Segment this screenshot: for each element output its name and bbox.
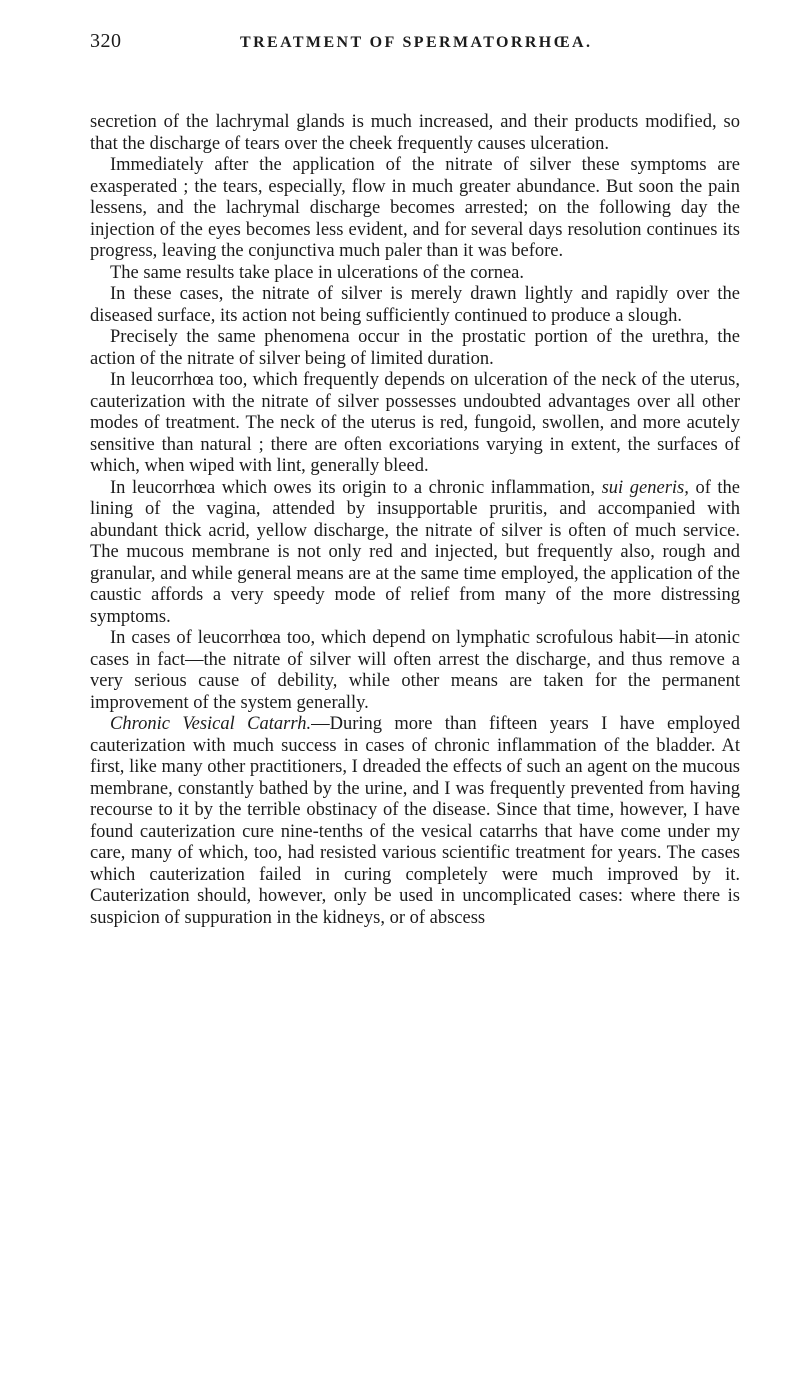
paragraph: In leucorrhœa too, which frequently depends on ulceration of the neck of the uterus, cauterization with the nitrate of silver possesses undoubted advantages over all other modes of treatment. The neck of the uterus is red, fungoid, swollen, and more acutely sensitive than natural ; there are often excoriations varying in extent, the surfaces of which, when wiped with lint, generally bleed. [90,370,740,476]
paragraph: Precisely the same phenomena occur in the prostatic portion of the urethra, the action of the nitrate of silver being of limited duration. [90,327,740,369]
book-page [90,30,740,929]
running-head [90,30,740,70]
paragraph: secretion of the lachrymal glands is much increased, and their products modified, so that the discharge of tears over the cheek frequently causes ulceration. [90,112,740,154]
section-heading: Chronic Vesical Catarrh. [110,714,312,734]
paragraph: The same results take place in ulcerations of the cornea. [110,262,525,283]
paragraph [90,478,740,629]
page-number: 320 [90,30,122,52]
paragraph-text: of the lining of the vagina, attended by insupportable pruritis, and accompanied with abundant thick acrid, yellow discharge, the nitrate of silver is often of much service. The mucous membrane is not only red and injected, but frequently also, rough and granular, and while general means are at the same time employed, the application of the caustic affords a very speedy mode of relief from many of the more distressing symptoms. [90,477,741,627]
body-text [90,112,740,929]
paragraph-text: In leucorrhœa which owes its origin to a chronic inflammation, [110,477,596,498]
latin-phrase: sui generis, [601,477,689,498]
page-header-title: TREATMENT OF SPERMATORRHŒA. [240,34,593,51]
paragraph: In these cases, the nitrate of silver is merely drawn lightly and rapidly over the diseased surface, its action not being sufficiently continued to produce a slough. [90,284,740,326]
paragraph: In cases of leucorrhœa too, which depend on lymphatic scrofulous habit—in atonic cases in fact—the nitrate of silver will often arrest the discharge, and thus remove a very serious cause of debility, while other means are taken for the permanent improvement of the system generally. [90,628,740,713]
paragraph: Immediately after the application of the nitrate of silver these symptoms are exasperated ; the tears, especially, flow in much greater abundance. But soon the pain lessens, and the lachrymal discharge becomes arrested; on the following day the injection of the eyes becomes less evident, and for several days resolution continues its progress, leaving the conjunctiva much paler than it was before. [90,155,740,261]
paragraph [90,714,740,929]
paragraph-text: —During more than fifteen years I have employed cauterization with much success in cases of chronic inflammation of the bladder. At first, like many other practitioners, I dreaded the effects of such an agent on the mucous membrane, constantly bathed by the urine, and I was frequently prevented from having recourse to it by the terrible obstinacy of the disease. Since that time, however, I have found cauterization cure nine-tenths of the vesical catarrhs that have come under my care, many of which, too, had resisted various scientific treatment for years. The cases which cauterization failed in curing completely were much improved by it. Cauterization should, however, only be used in uncomplicated cases: where there is suspicion of suppuration in the kidneys, or of abscess [90,714,740,928]
